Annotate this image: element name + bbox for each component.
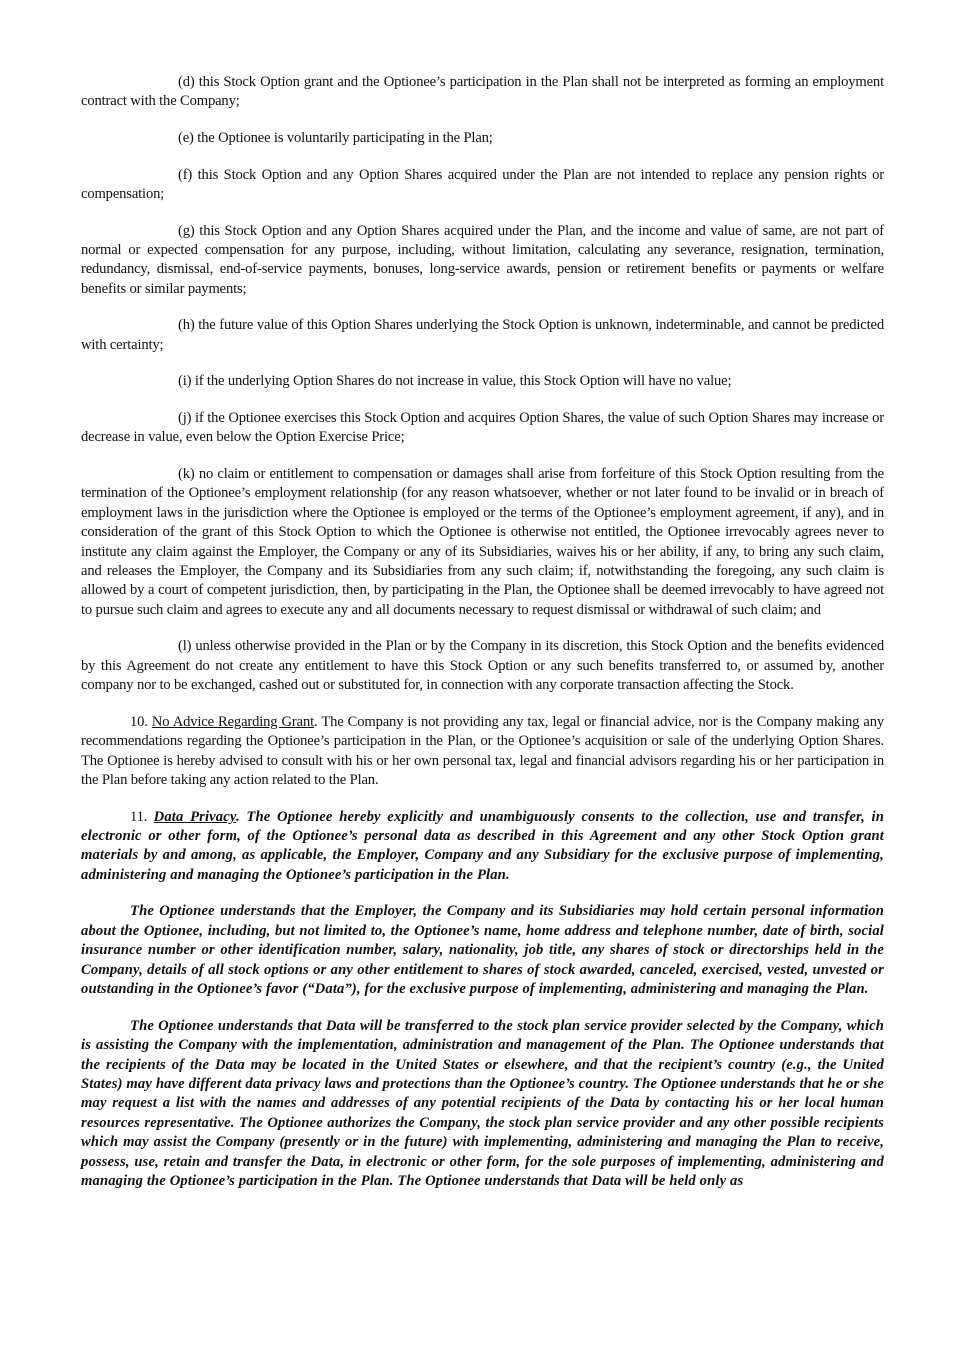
section-11-heading: Data Privacy xyxy=(153,808,236,825)
clause-l: (l) unless otherwise provided in the Plan or by the Company in its discretion, this Stock Option and the benefits evidenced by this Agreement do not create any entitlement to have this Stock Option or any such benefits transferred to, or assumed by, another company nor to be exchanged, cashed out or substituted for, in connection with any corporate transaction affecting the Stock. xyxy=(81,638,884,694)
document-page xyxy=(81,73,884,1209)
clause-h: (h) the future value of this Option Shares underlying the Stock Option is unknown, indeterminable, and cannot be predicted with certainty; xyxy=(81,317,884,353)
clause-k: (k) no claim or entitlement to compensation or damages shall arise from forfeiture of this Stock Option resulting from the termination of the Optionee’s employment relationship (for any reason whatsoever, whether or not later found to be invalid or in breach of employment laws in the jurisdiction where the Optionee is employed or the terms of the Optionee’s employment agreement, if any), and in consideration of the grant of this Stock Option to which the Optionee is otherwise not entitled, the Optionee irrevocably agrees never to institute any claim against the Employer, the Company or any of its Subsidiaries, waives his or her ability, if any, to bring any such claim, and releases the Employer, the Company and its Subsidiaries from any such claim; if, notwithstanding the foregoing, any such claim is allowed by a court of competent jurisdiction, then, by participating in the Plan, the Optionee shall be deemed irrevocably to have agreed not to pursue such claim and agrees to execute any and all documents necessary to request dismissal or withdrawal of such claim; and xyxy=(81,466,884,618)
section-10-number: 10. xyxy=(130,713,152,730)
section-10-heading: No Advice Regarding Grant xyxy=(151,713,315,730)
section-11-paragraph-2: The Optionee understands that the Employer, the Company and its Subsidiaries may hold certain personal information about the Optionee, including, but not limited to, the Optionee’s name, home address and telephone number, date of birth, social insurance number or other identification number, salary, nationality, job title, any shares of stock or directorships held in the Company, details of all stock options or any other entitlement to shares of stock awarded, canceled, exercised, vested, unvested or outstanding in the Optionee’s favor (“Data”), for the exclusive purpose of implementing, administering and managing the Plan. xyxy=(81,903,884,998)
section-10-body: . The Company is not providing any tax, legal or financial advice, nor is the Company making any recommendations regarding the Optionee’s participation in the Plan, or the Optionee’s acquisition or sale of the underlying Option Shares. The Optionee is hereby advised to consult with his or her own personal tax, legal and financial advisors regarding his or her participation in the Plan before taking any action related to the Plan. xyxy=(81,713,884,789)
clause-g: (g) this Stock Option and any Option Shares acquired under the Plan, and the income and value of same, are not part of normal or expected compensation for any purpose, including, without limitation, calculating any severance, resignation, termination, redundancy, dismissal, end-of-service payments, bonuses, long-service awards, pension or retirement benefits or payments or welfare benefits or similar payments; xyxy=(81,222,884,297)
section-10 xyxy=(81,713,884,791)
clause-i: (i) if the underlying Option Shares do not increase in value, this Stock Option will have no value; xyxy=(178,373,732,390)
clause-e: (e) the Optionee is voluntarily participating in the Plan; xyxy=(178,130,493,146)
section-11-body: . The Optionee hereby explicitly and unambiguously consents to the collection, use and transfer, in electronic or other form, of the Optionee’s personal data as described in this Agreement and any other Stock Option grant materials by and among, as applicable, the Employer, Company and any Subsidiary for the exclusive purpose of implementing, administering and managing the Optionee’s participation in the Plan. xyxy=(81,808,885,883)
section-11-number: 11. xyxy=(130,808,154,825)
section-11 xyxy=(81,808,884,886)
clause-d: (d) this Stock Option grant and the Optionee’s participation in the Plan shall not be interpreted as forming an employment contract with the Company; xyxy=(81,74,884,110)
clause-j: (j) if the Optionee exercises this Stock Option and acquires Option Shares, the value of such Option Shares may increase or decrease in value, even below the Option Exercise Price; xyxy=(81,410,884,446)
section-11-paragraph-3: The Optionee understands that Data will be transferred to the stock plan service provider selected by the Company, which is assisting the Company with the implementation, administration and management of the Plan. The Optionee understands that the recipients of the Data may be located in the United States or elsewhere, and that the recipient’s country (e.g., the United States) may have different data privacy laws and protections than the Optionee’s country. The Optionee understands that he or she may request a list with the names and addresses of any potential recipients of the Data by contacting his or her local human resources representative. The Optionee authorizes the Company, the stock plan service provider and any other possible recipients which may assist the Company (presently or in the future) with implementing, administering and managing the Plan to receive, possess, use, retain and transfer the Data, in electronic or other form, for the sole purposes of implementing, administering and managing the Optionee’s participation in the Plan. The Optionee understands that Data will be held only as xyxy=(81,1017,884,1189)
clause-f: (f) this Stock Option and any Option Shares acquired under the Plan are not intended to replace any pension rights or compensation; xyxy=(81,166,884,202)
